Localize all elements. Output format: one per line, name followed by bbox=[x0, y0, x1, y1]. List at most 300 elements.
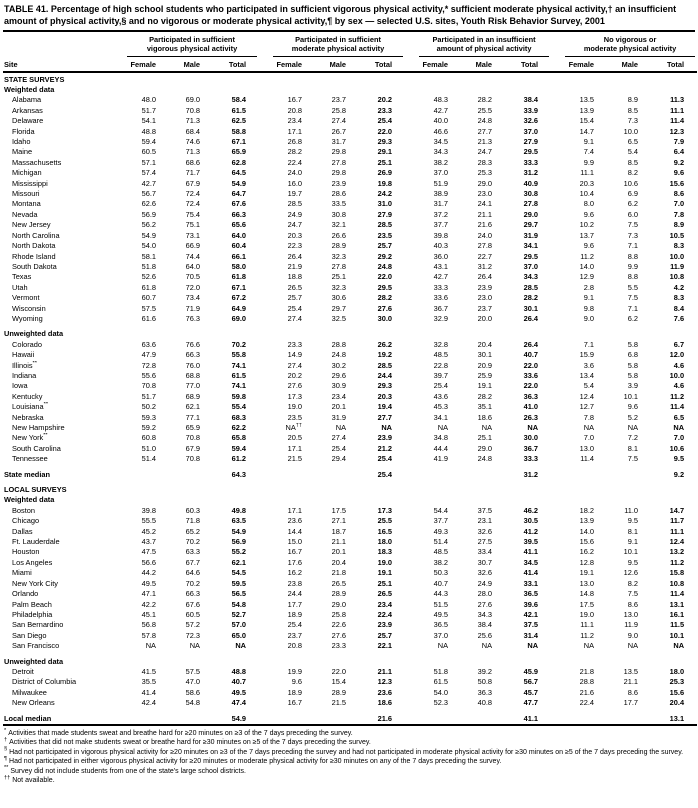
value-cell: 55.2 bbox=[231, 547, 247, 557]
value-cell: 55.6 bbox=[141, 370, 156, 380]
value-cell bbox=[405, 465, 461, 480]
value-cell: 30.9 bbox=[331, 381, 347, 391]
value-cell bbox=[551, 465, 607, 480]
value-cell: 62.5 bbox=[231, 116, 247, 126]
value-cell: 29.0 bbox=[477, 178, 493, 188]
value-cell: NA†† bbox=[285, 423, 303, 432]
value-cell: 26.4 bbox=[523, 339, 539, 349]
table-row bbox=[3, 199, 697, 209]
value-cell: 60.5 bbox=[185, 609, 200, 619]
value-cell: 34.3 bbox=[477, 609, 493, 619]
value-cell: 11.4 bbox=[670, 402, 685, 412]
value-cell: 30.1 bbox=[477, 350, 493, 360]
value-cell: 13.0 bbox=[579, 443, 595, 453]
value-cell: 37.5 bbox=[477, 505, 493, 515]
value-cell: 41.2 bbox=[523, 526, 539, 536]
value-cell: 21.1 bbox=[377, 666, 393, 676]
value-cell: 6.0 bbox=[627, 209, 639, 219]
value-cell: 43.6 bbox=[433, 391, 449, 401]
value-cell: 50.2 bbox=[141, 402, 156, 412]
median-row bbox=[3, 465, 697, 480]
value-cell: 13.5 bbox=[579, 95, 595, 105]
value-cell: 21.1 bbox=[331, 537, 347, 547]
value-cell: 33.5 bbox=[331, 199, 347, 209]
value-cell: 18.9 bbox=[287, 687, 303, 697]
column-header-male: Male bbox=[315, 57, 359, 72]
value-cell: 66.3 bbox=[231, 209, 247, 219]
value-cell: 28.2 bbox=[477, 95, 493, 105]
value-cell: 29.3 bbox=[377, 137, 393, 147]
value-cell: 38.4 bbox=[523, 95, 539, 105]
value-cell: 70.2 bbox=[185, 578, 200, 588]
value-cell: 37.2 bbox=[433, 209, 449, 219]
footnote bbox=[4, 757, 695, 766]
value-cell: 29.6 bbox=[331, 370, 347, 380]
value-cell: 58.4 bbox=[231, 95, 247, 105]
value-cell: 22.4 bbox=[579, 698, 595, 708]
value-cell: 8.2 bbox=[627, 168, 639, 178]
value-cell: 29.0 bbox=[523, 209, 539, 219]
value-cell: 27.9 bbox=[523, 137, 539, 147]
value-cell: 54.0 bbox=[433, 687, 449, 697]
value-cell: 23.0 bbox=[477, 189, 493, 199]
value-cell: 11.7 bbox=[670, 516, 685, 526]
value-cell: 17.3 bbox=[377, 505, 393, 515]
value-cell: 11.4 bbox=[580, 454, 595, 464]
value-cell: 48.5 bbox=[433, 547, 449, 557]
value-cell: 30.5 bbox=[523, 516, 539, 526]
table-row bbox=[3, 423, 697, 433]
column-header-total: Total bbox=[505, 57, 551, 72]
value-cell: 48.8 bbox=[231, 666, 247, 676]
value-cell: 11.9 bbox=[670, 261, 685, 271]
value-cell: 32.6 bbox=[523, 116, 539, 126]
value-cell: 23.9 bbox=[377, 433, 393, 443]
value-cell: 9.9 bbox=[627, 261, 639, 271]
value-cell: 52.6 bbox=[141, 272, 156, 282]
value-cell: 67.9 bbox=[185, 443, 200, 453]
value-cell: 17.5 bbox=[331, 505, 347, 515]
value-cell: 50.3 bbox=[433, 568, 449, 578]
value-cell: 7.0 bbox=[673, 433, 685, 443]
value-cell: 12.4 bbox=[669, 537, 685, 547]
value-cell: 54.1 bbox=[141, 116, 156, 126]
value-cell: 59.8 bbox=[231, 391, 247, 401]
footnote bbox=[4, 767, 695, 776]
column-header-male: Male bbox=[169, 57, 213, 72]
value-cell: 11.0 bbox=[624, 505, 639, 515]
value-cell: NA bbox=[481, 641, 493, 651]
value-cell bbox=[169, 465, 213, 480]
value-cell: 67.6 bbox=[231, 199, 247, 209]
value-cell: 18.0 bbox=[377, 537, 393, 547]
value-cell: 29.7 bbox=[523, 220, 539, 230]
value-cell: 25.4 bbox=[287, 303, 303, 313]
value-cell: 26.4 bbox=[477, 272, 493, 282]
value-cell: 2.8 bbox=[583, 282, 595, 292]
value-cell: 49.5 bbox=[141, 578, 156, 588]
value-cell: 9.1 bbox=[583, 293, 595, 303]
value-cell: 19.1 bbox=[377, 568, 393, 578]
value-cell: 47.4 bbox=[231, 698, 247, 708]
value-cell: 39.8 bbox=[141, 505, 156, 515]
value-cell: 15.9 bbox=[579, 350, 595, 360]
value-cell: 31.9 bbox=[523, 230, 539, 240]
value-cell: 9.6 bbox=[673, 168, 685, 178]
value-cell: 54.9 bbox=[231, 178, 247, 188]
table-row bbox=[3, 95, 697, 105]
value-cell: NA bbox=[145, 641, 156, 651]
value-cell: 15.0 bbox=[287, 537, 303, 547]
value-cell: 68.8 bbox=[185, 370, 200, 380]
value-cell: 22.8 bbox=[433, 360, 449, 370]
value-cell: 9.6 bbox=[583, 209, 595, 219]
value-cell: 22.4 bbox=[287, 157, 303, 167]
value-cell: 4.2 bbox=[673, 282, 685, 292]
value-cell: 61.5 bbox=[433, 677, 449, 687]
value-cell: 41.1 bbox=[523, 547, 539, 557]
value-cell bbox=[607, 709, 651, 725]
site-cell: State median bbox=[4, 469, 51, 479]
value-cell: 21.6 bbox=[377, 713, 393, 723]
value-cell: 62.1 bbox=[231, 557, 247, 567]
value-cell: 8.5 bbox=[627, 105, 639, 115]
value-cell: 12.3 bbox=[377, 677, 393, 687]
site-cell: Hawaii bbox=[12, 350, 35, 360]
table-row bbox=[3, 444, 697, 454]
value-cell: 24.2 bbox=[377, 189, 393, 199]
value-cell: 15.8 bbox=[669, 568, 685, 578]
value-cell: 8.0 bbox=[583, 199, 595, 209]
value-cell: 71.7 bbox=[185, 168, 200, 178]
value-cell: 19.7 bbox=[287, 189, 303, 199]
group-header-none: No vigorous or moderate physical activity bbox=[551, 32, 697, 56]
value-cell: 35.1 bbox=[477, 402, 493, 412]
value-cell: 72.4 bbox=[185, 199, 200, 209]
table-row bbox=[3, 631, 697, 641]
value-cell: 66.9 bbox=[185, 241, 200, 251]
value-cell: 16.0 bbox=[287, 178, 303, 188]
value-cell: 11.4 bbox=[670, 116, 685, 126]
value-cell: NA bbox=[627, 423, 639, 432]
value-cell: 76.3 bbox=[185, 313, 200, 323]
value-cell: 31.2 bbox=[523, 168, 539, 178]
value-cell: 25.7 bbox=[287, 293, 303, 303]
value-cell: 40.8 bbox=[477, 698, 493, 708]
value-cell: 14.7 bbox=[579, 126, 595, 136]
value-cell: 6.7 bbox=[673, 339, 685, 349]
value-cell: 29.8 bbox=[331, 147, 347, 157]
value-cell: 25.1 bbox=[377, 157, 393, 167]
footnote-reference: ** bbox=[32, 360, 37, 367]
value-cell: 15.6 bbox=[669, 178, 685, 188]
value-cell: 33.3 bbox=[523, 454, 539, 464]
site-cell: Palm Beach bbox=[12, 599, 52, 609]
value-cell: 25.1 bbox=[477, 433, 493, 443]
value-cell: 31.2 bbox=[523, 469, 539, 479]
value-cell: 20.3 bbox=[287, 230, 303, 240]
value-cell: NA bbox=[673, 641, 685, 651]
value-cell bbox=[113, 465, 169, 480]
value-cell: 6.5 bbox=[673, 412, 685, 422]
value-cell: 54.0 bbox=[141, 241, 156, 251]
value-cell: 25.4 bbox=[287, 620, 303, 630]
value-cell: 33.6 bbox=[433, 293, 449, 303]
value-cell: 29.0 bbox=[331, 599, 347, 609]
value-cell: 27.9 bbox=[377, 209, 393, 219]
site-cell: Wyoming bbox=[12, 313, 43, 323]
value-cell: 32.9 bbox=[433, 313, 449, 323]
site-cell: Maine bbox=[12, 147, 33, 157]
section-label: Weighted data bbox=[4, 495, 55, 505]
value-cell: 10.8 bbox=[669, 578, 685, 588]
value-cell: 18.0 bbox=[669, 666, 685, 676]
value-cell: NA bbox=[527, 641, 539, 651]
value-cell: 8.9 bbox=[673, 220, 685, 230]
table-row bbox=[3, 179, 697, 189]
value-cell: 5.8 bbox=[627, 370, 639, 380]
value-cell: 7.3 bbox=[627, 116, 639, 126]
value-cell: 13.7 bbox=[579, 230, 595, 240]
value-cell: 24.8 bbox=[477, 454, 493, 464]
value-cell: 34.3 bbox=[433, 147, 449, 157]
value-cell: 42.7 bbox=[141, 178, 156, 188]
value-cell: 67.6 bbox=[185, 599, 200, 609]
table-row bbox=[3, 283, 697, 293]
value-cell: 71.8 bbox=[185, 516, 200, 526]
value-cell: 45.1 bbox=[141, 609, 156, 619]
value-cell: 20.4 bbox=[331, 557, 347, 567]
value-cell: 23.5 bbox=[287, 412, 303, 422]
value-cell: 8.3 bbox=[673, 241, 685, 251]
value-cell: 13.0 bbox=[623, 609, 639, 619]
value-cell: 9.2 bbox=[673, 469, 685, 479]
value-cell: 8.2 bbox=[627, 578, 639, 588]
site-cell: New York** bbox=[12, 433, 48, 443]
value-cell: 23.7 bbox=[287, 630, 303, 640]
value-cell: 19.1 bbox=[579, 568, 595, 578]
site-cell: Wisconsin bbox=[12, 303, 46, 313]
site-cell: New York City bbox=[12, 578, 59, 588]
column-header-female: Female bbox=[113, 57, 169, 72]
value-cell: 23.4 bbox=[331, 391, 347, 401]
site-cell: North Dakota bbox=[12, 241, 56, 251]
value-cell: 24.4 bbox=[287, 589, 303, 599]
value-cell: 7.3 bbox=[627, 230, 639, 240]
value-cell: 28.9 bbox=[331, 687, 347, 697]
table-row bbox=[3, 392, 697, 402]
value-cell: 12.0 bbox=[669, 350, 685, 360]
site-cell: Massachusetts bbox=[12, 157, 62, 167]
value-cell: 30.2 bbox=[331, 360, 347, 370]
table-row bbox=[3, 537, 697, 547]
value-cell: 65.2 bbox=[185, 526, 200, 536]
value-cell: 25.5 bbox=[477, 105, 493, 115]
site-cell: New Orleans bbox=[12, 698, 55, 708]
value-cell: 54.8 bbox=[231, 599, 247, 609]
value-cell: 72.0 bbox=[185, 282, 200, 292]
value-cell: 10.4 bbox=[579, 189, 595, 199]
value-cell: NA bbox=[583, 641, 595, 651]
value-cell: 48.8 bbox=[141, 126, 156, 136]
value-cell: 27.6 bbox=[477, 599, 493, 609]
value-cell: 29.8 bbox=[331, 168, 347, 178]
value-cell: 20.4 bbox=[477, 339, 493, 349]
value-cell: 18.2 bbox=[579, 505, 595, 515]
site-cell: Idaho bbox=[12, 137, 31, 147]
value-cell: 9.6 bbox=[291, 677, 303, 687]
value-cell: 37.0 bbox=[523, 126, 539, 136]
table-row bbox=[3, 241, 697, 251]
value-cell: 8.1 bbox=[627, 526, 639, 536]
value-cell: 8.9 bbox=[627, 95, 639, 105]
value-cell bbox=[607, 465, 651, 480]
value-cell: 31.0 bbox=[377, 199, 393, 209]
value-cell: 18.9 bbox=[287, 609, 303, 619]
value-cell: 11.1 bbox=[670, 105, 685, 115]
value-cell: 23.9 bbox=[477, 282, 493, 292]
value-cell: 62.1 bbox=[185, 402, 200, 412]
value-cell: 66.1 bbox=[231, 251, 247, 261]
value-cell: 39.6 bbox=[523, 599, 539, 609]
value-cell: 34.1 bbox=[433, 412, 449, 422]
value-cell: 60.3 bbox=[185, 505, 200, 515]
section-label: LOCAL SURVEYS bbox=[4, 485, 67, 495]
value-cell: 29.3 bbox=[377, 381, 393, 391]
value-cell: 29.0 bbox=[477, 443, 493, 453]
value-cell: 11.2 bbox=[580, 251, 595, 261]
section-row bbox=[3, 652, 697, 667]
value-cell: 28.2 bbox=[287, 147, 303, 157]
value-cell: 36.0 bbox=[433, 251, 449, 261]
value-cell bbox=[113, 709, 169, 725]
column-header-female: Female bbox=[259, 57, 315, 72]
value-cell: 52.7 bbox=[231, 609, 247, 619]
value-cell: 31.4 bbox=[523, 630, 539, 640]
value-cell: 20.1 bbox=[331, 402, 347, 412]
value-cell: 9.0 bbox=[627, 630, 639, 640]
value-cell: 8.6 bbox=[627, 687, 639, 697]
table-row bbox=[3, 340, 697, 350]
value-cell: 26.6 bbox=[331, 230, 347, 240]
value-cell: 59.4 bbox=[231, 443, 247, 453]
site-cell: Tennessee bbox=[12, 454, 48, 464]
value-cell: 61.8 bbox=[231, 272, 247, 282]
value-cell: 7.5 bbox=[627, 293, 639, 303]
value-cell: 68.4 bbox=[185, 126, 200, 136]
value-cell: 3.9 bbox=[627, 381, 639, 391]
site-cell: San Bernardino bbox=[12, 620, 64, 630]
table-row bbox=[3, 350, 697, 360]
footnote-text: Had not participated in either vigorous physical activity for ≥20 minutes or moderate physical activity for ≥30 minutes on any of the 7 days preceding the survey. bbox=[9, 758, 502, 766]
value-cell: 44.2 bbox=[141, 568, 156, 578]
value-cell: 10.6 bbox=[623, 178, 639, 188]
value-cell: 20.8 bbox=[287, 105, 303, 115]
value-cell: 70.8 bbox=[185, 433, 200, 443]
value-cell: 24.9 bbox=[287, 209, 303, 219]
value-cell: 48.5 bbox=[433, 350, 449, 360]
value-cell: 37.7 bbox=[433, 220, 449, 230]
value-cell: 9.9 bbox=[583, 157, 595, 167]
table-row bbox=[3, 413, 697, 423]
value-cell: 22.0 bbox=[377, 272, 393, 282]
value-cell: 39.8 bbox=[433, 230, 449, 240]
site-cell: Vermont bbox=[12, 293, 40, 303]
footnote bbox=[4, 748, 695, 757]
value-cell: 45.7 bbox=[523, 687, 539, 697]
value-cell: 28.8 bbox=[331, 339, 347, 349]
value-cell: 28.5 bbox=[287, 199, 303, 209]
value-cell: 41.5 bbox=[141, 666, 156, 676]
value-cell: 58.1 bbox=[141, 251, 156, 261]
value-cell: 19.9 bbox=[287, 666, 303, 676]
value-cell: 22.1 bbox=[377, 641, 393, 651]
value-cell: 20.8 bbox=[287, 641, 303, 651]
value-cell: 61.6 bbox=[141, 313, 156, 323]
value-cell: 23.4 bbox=[377, 599, 393, 609]
value-cell: 40.7 bbox=[231, 677, 247, 687]
value-cell: NA bbox=[437, 423, 449, 432]
table-row bbox=[3, 127, 697, 137]
value-cell: 36.7 bbox=[523, 443, 539, 453]
value-cell: 76.6 bbox=[185, 339, 200, 349]
value-cell: 11.4 bbox=[670, 589, 685, 599]
value-cell: 34.3 bbox=[523, 272, 539, 282]
value-cell: 24.1 bbox=[477, 199, 493, 209]
value-cell: 72.3 bbox=[185, 630, 200, 640]
value-cell bbox=[461, 465, 505, 480]
value-cell: 30.8 bbox=[331, 209, 347, 219]
table-row bbox=[3, 667, 697, 677]
value-cell: 27.5 bbox=[477, 537, 493, 547]
value-cell: 49.5 bbox=[433, 609, 449, 619]
value-cell: 21.1 bbox=[623, 677, 639, 687]
value-cell: 18.7 bbox=[331, 526, 347, 536]
table-row bbox=[3, 314, 697, 324]
value-cell: 26.4 bbox=[523, 313, 539, 323]
site-cell: Texas bbox=[12, 272, 32, 282]
value-cell: 12.4 bbox=[579, 391, 595, 401]
value-cell: 22.0 bbox=[523, 360, 539, 370]
site-cell: Ft. Lauderdale bbox=[12, 537, 60, 547]
value-cell: 37.0 bbox=[433, 630, 449, 640]
value-cell: 75.1 bbox=[185, 220, 200, 230]
table-row bbox=[3, 454, 697, 464]
value-cell: 20.0 bbox=[477, 313, 493, 323]
value-cell: 41.1 bbox=[523, 713, 539, 723]
site-cell: North Carolina bbox=[12, 230, 60, 240]
table-row bbox=[3, 210, 697, 220]
value-cell: 12.6 bbox=[623, 568, 639, 578]
table-row bbox=[3, 106, 697, 116]
value-cell: 21.3 bbox=[477, 137, 493, 147]
value-cell: 19.0 bbox=[287, 402, 303, 412]
table-row bbox=[3, 558, 697, 568]
value-cell: 32.5 bbox=[331, 313, 347, 323]
table-header bbox=[3, 32, 697, 71]
value-cell: 13.5 bbox=[623, 666, 639, 676]
value-cell: 65.9 bbox=[185, 423, 200, 432]
value-cell: 20.4 bbox=[669, 698, 685, 708]
value-cell: 7.5 bbox=[627, 589, 639, 599]
value-cell: 26.5 bbox=[377, 589, 393, 599]
value-cell: 33.1 bbox=[523, 578, 539, 588]
value-cell: 68.3 bbox=[231, 412, 247, 422]
value-cell: 67.1 bbox=[231, 137, 247, 147]
value-cell: 13.2 bbox=[669, 547, 685, 557]
value-cell: 40.0 bbox=[433, 116, 449, 126]
value-cell: 24.8 bbox=[377, 261, 393, 271]
